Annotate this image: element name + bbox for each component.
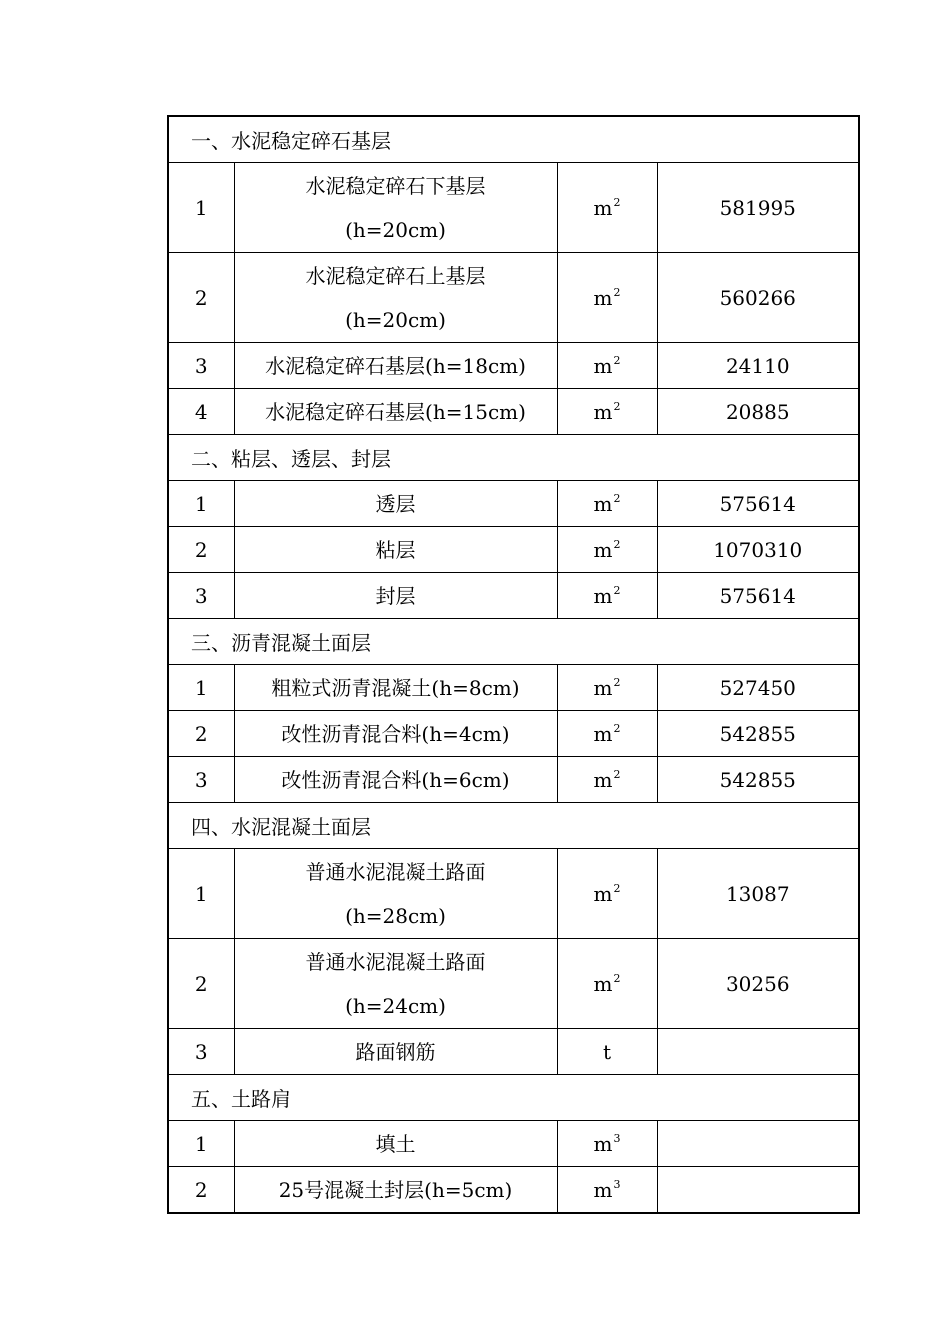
section-title: 二、粘层、透层、封层 [168, 435, 859, 481]
quantity-value [657, 1121, 859, 1167]
item-number: 4 [168, 389, 234, 435]
item-number: 1 [168, 665, 234, 711]
unit-exponent: 2 [613, 881, 621, 895]
item-name-cell [234, 573, 557, 619]
quantity-value: 20885 [657, 389, 859, 435]
item-name-cell [234, 1029, 557, 1075]
item-name: 水泥稳定碎石下基层 [305, 173, 486, 198]
unit: m [593, 881, 613, 906]
item-name-cell [234, 343, 557, 389]
item-name-cell [234, 389, 557, 435]
unit: m [593, 537, 613, 562]
unit: m [593, 353, 613, 378]
item-name: 水泥稳定碎石基层(h=15cm) [265, 399, 526, 424]
quantity-value: 542855 [657, 711, 859, 757]
item-name: 水泥稳定碎石基层(h=18cm) [265, 353, 526, 378]
item-number: 3 [168, 1029, 234, 1075]
section-header-row [168, 803, 859, 849]
table-row [168, 1121, 859, 1167]
item-name-cell [234, 163, 557, 253]
item-number: 3 [168, 573, 234, 619]
section-header-row [168, 1075, 859, 1121]
item-name: 封层 [375, 583, 416, 608]
item-name-cell [234, 849, 557, 939]
unit-exponent: 3 [613, 1177, 621, 1191]
quantity-value: 542855 [657, 757, 859, 803]
item-name-cell [234, 1121, 557, 1167]
quantity-table-body [168, 116, 859, 1213]
item-name: 25号混凝土封层(h=5cm) [278, 1177, 513, 1202]
table-row [168, 1029, 859, 1075]
unit-cell [557, 1167, 657, 1214]
unit-cell [557, 665, 657, 711]
quantity-value: 24110 [657, 343, 859, 389]
quantity-value: 1070310 [657, 527, 859, 573]
item-name-cell [234, 939, 557, 1029]
quantity-table [167, 115, 860, 1214]
unit: m [593, 721, 613, 746]
section-header-row [168, 619, 859, 665]
unit: m [593, 285, 613, 310]
unit-cell [557, 253, 657, 343]
item-name: 粘层 [375, 537, 416, 562]
unit-cell [557, 389, 657, 435]
unit-cell [557, 481, 657, 527]
quantity-value: 527450 [657, 665, 859, 711]
item-name: 路面钢筋 [355, 1039, 436, 1064]
item-name: 普通水泥混凝土路面 [305, 949, 486, 974]
unit-exponent: 2 [613, 491, 621, 505]
unit: m [593, 491, 613, 516]
quantity-value: 13087 [657, 849, 859, 939]
item-number: 2 [168, 253, 234, 343]
table-row [168, 757, 859, 803]
unit-cell [557, 573, 657, 619]
unit: m [593, 1177, 613, 1202]
quantity-value: 575614 [657, 481, 859, 527]
quantity-value: 575614 [657, 573, 859, 619]
unit-exponent: 2 [613, 195, 621, 209]
unit: m [593, 399, 613, 424]
item-number: 2 [168, 711, 234, 757]
table-row [168, 253, 859, 343]
item-name-cell [234, 1167, 557, 1214]
table-row [168, 665, 859, 711]
unit: m [593, 675, 613, 700]
unit-cell [557, 757, 657, 803]
unit-exponent: 2 [613, 399, 621, 413]
section-header-row [168, 116, 859, 163]
item-name-cell [234, 481, 557, 527]
item-name-cell [234, 757, 557, 803]
table-row [168, 573, 859, 619]
quantity-value: 560266 [657, 253, 859, 343]
section-title: 三、沥青混凝土面层 [168, 619, 859, 665]
table-row [168, 527, 859, 573]
item-name: 粗粒式沥青混凝土(h=8cm) [271, 675, 520, 700]
unit-cell [557, 1121, 657, 1167]
table-row [168, 711, 859, 757]
unit-cell [557, 527, 657, 573]
unit-exponent: 2 [613, 353, 621, 367]
item-number: 2 [168, 1167, 234, 1214]
item-name-cell [234, 665, 557, 711]
unit-cell [557, 849, 657, 939]
item-name: 改性沥青混合料(h=6cm) [281, 767, 510, 792]
table-row [168, 939, 859, 1029]
quantity-value [657, 1029, 859, 1075]
item-number: 2 [168, 939, 234, 1029]
unit-cell [557, 1029, 657, 1075]
table-row [168, 1167, 859, 1214]
unit: m [593, 195, 613, 220]
item-number: 1 [168, 1121, 234, 1167]
section-title: 一、水泥稳定碎石基层 [168, 116, 859, 163]
item-name-cell [234, 711, 557, 757]
item-number: 1 [168, 849, 234, 939]
quantity-value: 581995 [657, 163, 859, 253]
table-row [168, 481, 859, 527]
item-number: 3 [168, 343, 234, 389]
unit: t [602, 1039, 612, 1064]
unit-exponent: 2 [613, 583, 621, 597]
unit: m [593, 767, 613, 792]
quantity-value [657, 1167, 859, 1214]
item-thickness: (h=24cm) [345, 993, 446, 1018]
unit-cell [557, 711, 657, 757]
unit-exponent: 2 [613, 675, 621, 689]
section-header-row [168, 435, 859, 481]
unit-cell [557, 343, 657, 389]
quantity-value: 30256 [657, 939, 859, 1029]
item-thickness: (h=20cm) [345, 217, 446, 242]
item-name: 透层 [375, 491, 416, 516]
table-row [168, 849, 859, 939]
section-title: 五、土路肩 [168, 1075, 859, 1121]
item-number: 1 [168, 481, 234, 527]
unit-exponent: 2 [613, 971, 621, 985]
item-name: 改性沥青混合料(h=4cm) [281, 721, 510, 746]
item-name: 填土 [375, 1131, 416, 1156]
item-number: 3 [168, 757, 234, 803]
section-title: 四、水泥混凝土面层 [168, 803, 859, 849]
unit: m [593, 583, 613, 608]
unit-exponent: 3 [613, 1131, 621, 1145]
unit: m [593, 1131, 613, 1156]
item-name: 普通水泥混凝土路面 [305, 859, 486, 884]
unit-exponent: 2 [613, 537, 621, 551]
unit-cell [557, 163, 657, 253]
item-thickness: (h=20cm) [345, 307, 446, 332]
table-row [168, 343, 859, 389]
item-name: 水泥稳定碎石上基层 [305, 263, 486, 288]
unit-exponent: 2 [613, 285, 621, 299]
unit-exponent: 2 [613, 721, 621, 735]
item-name-cell [234, 253, 557, 343]
item-thickness: (h=28cm) [345, 903, 446, 928]
unit-exponent: 2 [613, 767, 621, 781]
item-number: 1 [168, 163, 234, 253]
table-row [168, 389, 859, 435]
item-number: 2 [168, 527, 234, 573]
unit: m [593, 971, 613, 996]
table-row [168, 163, 859, 253]
item-name-cell [234, 527, 557, 573]
unit-cell [557, 939, 657, 1029]
